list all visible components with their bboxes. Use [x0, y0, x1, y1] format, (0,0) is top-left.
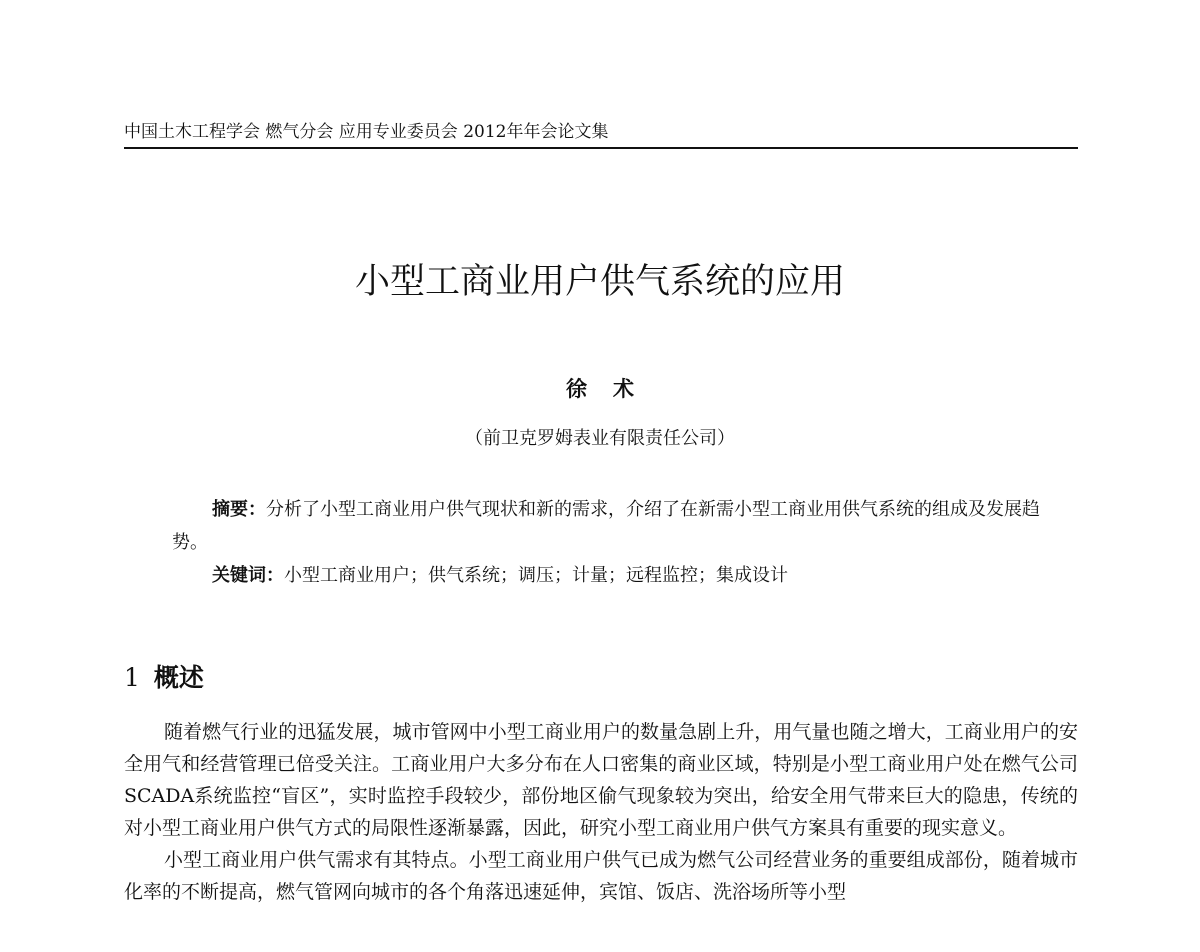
abstract-text: 分析了小型工商业用户供气现状和新的需求，介绍了在新需小型工商业用供气系统的组成及发展趋势。	[172, 499, 1040, 553]
section-title: 概述	[153, 663, 204, 692]
author-name: 徐术	[566, 376, 660, 401]
header-rule	[124, 147, 1078, 149]
body-paragraph: 小型工商业用户供气需求有其特点。小型工商业用户供气已成为燃气公司经营业务的重要组成部份，随着城市化率的不断提高，燃气管网向城市的各个角落迅速延伸，宾馆、饭店、洗浴场所等小型	[124, 849, 1078, 903]
body-paragraph: 随着燃气行业的迅猛发展，城市管网中小型工商业用户的数量急剧上升，用气量也随之增大，工商业用户的安全用气和经营管理已倍受关注。工商业用户大多分布在人口密集的商业区域，特别是小型工商业用户处在燃气公司SCADA系统监控“盲区”，实时监控手段较少，部份地区偷气现象较为突出，给安全用气带来巨大的隐患，传统的对小型工商业用户供气方式的局限性逐渐暴露，因此，研究小型工商业用户供气方案具有重要的现实意义。	[124, 721, 1078, 839]
keywords-text: 小型工商业用户；供气系统；调压；计量；远程监控；集成设计	[284, 565, 788, 586]
author-affiliation: （前卫克罗姆表业有限责任公司）	[465, 428, 735, 449]
running-header: 中国土木工程学会 燃气分会 应用专业委员会 2012年年会论文集	[124, 122, 609, 142]
keywords-label: 关键词：	[212, 565, 284, 586]
keywords	[212, 562, 1042, 590]
abstract	[172, 493, 1042, 559]
section-body	[124, 716, 1078, 908]
abstract-label: 摘要：	[212, 499, 266, 520]
paper-title: 小型工商业用户供气系统的应用	[354, 262, 845, 302]
section-number: 1	[124, 663, 140, 692]
abstract-paragraph	[172, 493, 1042, 559]
section-heading	[124, 661, 204, 695]
